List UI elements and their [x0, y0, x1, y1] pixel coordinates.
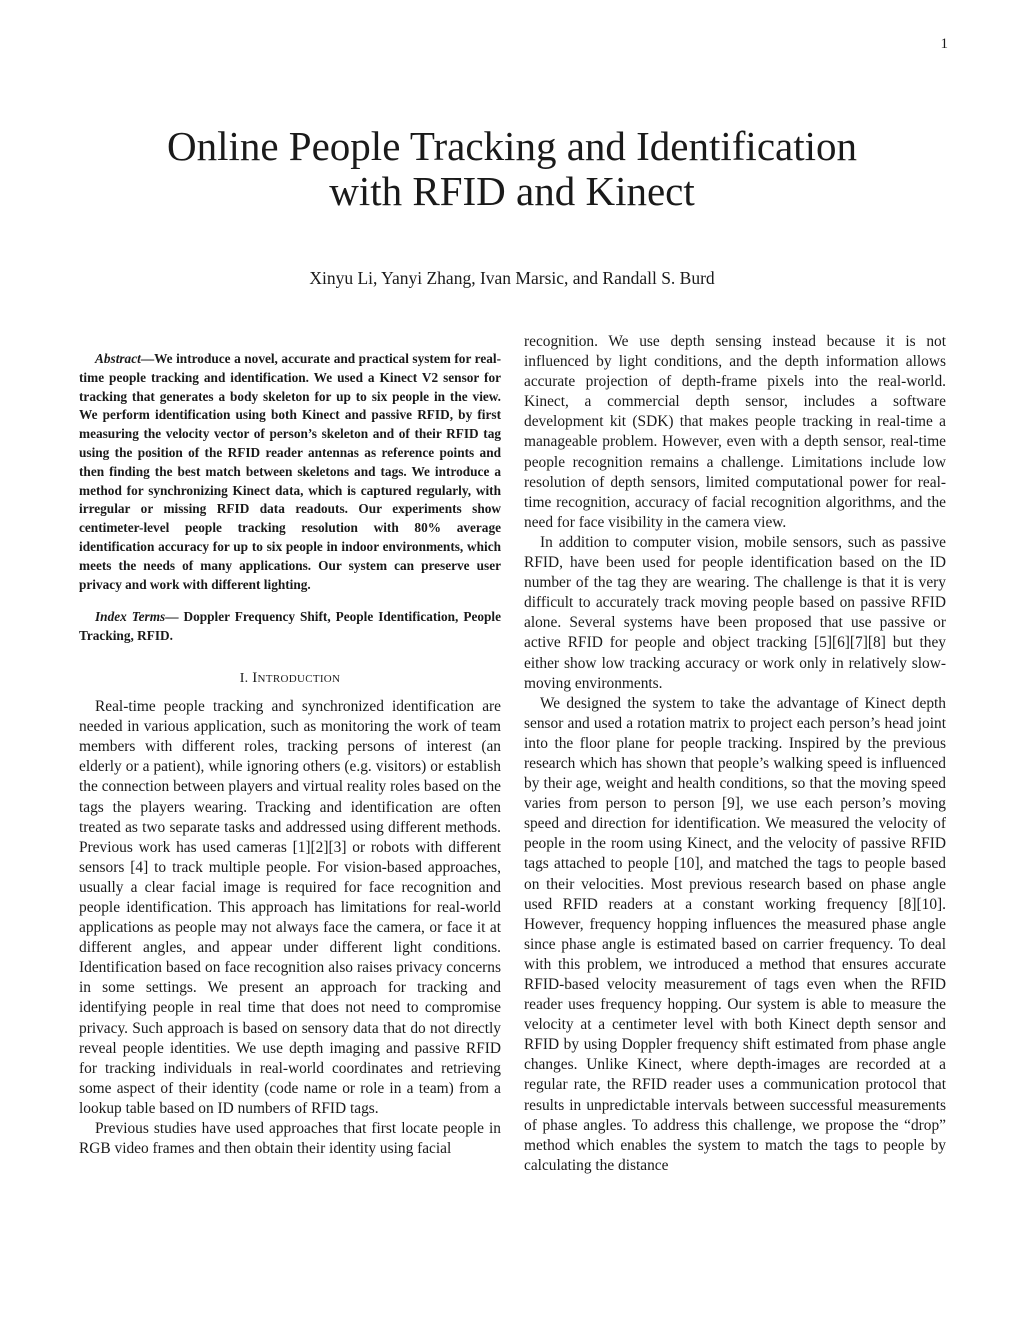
body-paragraph-continued: recognition. We use depth sensing instead because it is not influenced by light conditions, and the depth information allows accurate projection of depth-frame pixels into the real-world. Kinect, a commercial depth sensor, includes a software development kit (SDK) that makes people tracking in real-time a manageable problem. However, even with a depth sensor, real-time people recognition remains a challenge. Limitations include low resolution of depth sensors, limited computational power for real-time recognition, accuracy of facial recognition algorithms, and the need for face visibility in the camera view.: [524, 333, 946, 531]
page-number: 1: [940, 36, 948, 52]
author-list: Xinyu Li, Yanyi Zhang, Ivan Marsic, and Randall S. Burd: [309, 268, 715, 288]
section-number: I.: [239, 670, 249, 686]
body-paragraph: We designed the system to take the advantage of Kinect depth sensor and used a rotation matrix to project each person’s head joint into the floor plane for people tracking. Inspired by the previous research which has shown that people’s walking speed is influenced by their age, weight and health conditions, so that the moving speed varies from person to person [9], we use each person’s moving speed and direction for identification. We measured the velocity of people in the room using Kinect, and the velocity of passive RFID tags attached to people [10], and matched the tags to people based on their velocities. Most previous research based on phase angle used RFID readers at a constant working frequency [8][10]. However, frequency hopping influences the measured phase angle since phase angle is estimated based on carrier frequency. To deal with this problem, we introduced a method that ensures accurate RFID-based velocity measurement of tags even when the RFID reader uses frequency hopping. Our system is able to measure the velocity at a centimeter level with both Kinect depth sensor and RFID by using Doppler frequency shift estimated from phase angle changes. Unlike Kinect, where depth-images are recorded at a regular rate, the RFID reader uses a communication protocol that results in unpredictable intervals between successful measurements of phase angles. To address this challenge, we propose the “drop” method which enables the system to match the tags to people by calculating the distance: [524, 694, 946, 1174]
left-column: [79, 350, 501, 1159]
title-line-2: with RFID and Kinect: [329, 168, 695, 214]
title-line-1: Online People Tracking and Identification: [166, 123, 858, 169]
abstract: [79, 350, 501, 594]
index-terms-label: Index Terms: [95, 609, 166, 625]
index-terms: [79, 608, 501, 646]
index-terms-text: — Doppler Frequency Shift, People Identification, People Tracking, RFID.: [79, 609, 501, 644]
abstract-text: We introduce a novel, accurate and practical system for real-time people tracking and identification. We used a Kinect V2 sensor for tracking that generates a body skeleton for up to six people in the view. We perform identification using both Kinect and passive RFID, by first measuring the velocity vector of person’s skeleton and of their RFID tag using the position of the RFID reader antennas as reference points and then finding the best match between skeletons and tags. We introduce a method for synchronizing Kinect data, which is captured regularly, with irregular or missing RFID data readouts. Our experiments show centimeter-level people tracking resolution with 80% average identification accuracy for up to six people in indoor environments, which meets the needs of many applications. Our system can preserve user privacy and work with different lighting.: [79, 351, 501, 592]
body-paragraph: Previous studies have used approaches that first locate people in RGB video frames and then obtain their identity using facial: [79, 1120, 501, 1158]
paper-title: [0, 124, 1024, 214]
body-paragraph: Real-time people tracking and synchronized identification are needed in various application, such as monitoring the work of team members with different roles, tracking persons of interest (an elderly or a patient), while ignoring others (e.g. visitors) or establish the connection between players and virtual reality roles based on the tags the players wearing. Tracking and identification are often treated as two separate tasks and addressed using different methods. Previous work has used cameras [1][2][3] or robots with different sensors [4] to track multiple people. For vision-based approaches, usually a clear facial image is required for face recognition and people identification. This approach has limitations for real-world applications as people may not always face the camera, or face it at different angles, and appear under different light conditions. Identification based on face recognition also raises privacy concerns in some settings. We present an approach for tracking and identifying people in real time that does not need to compromise privacy. Such approach is based on sensory data that do not directly reveal people identities. We use depth imaging and passive RFID for tracking individuals in real-world coordinates and retrieving some aspect of their identity (code name or role in a team) from a lookup table based on ID numbers of RFID tags.: [79, 698, 501, 1117]
body-paragraph: In addition to computer vision, mobile sensors, such as passive RFID, have been used for people identification based on the ID number of the tag they are wearing. The challenge is that it is very difficult to accurately track moving people based on passive RFID alone. Several systems have been proposed that use passive or active RFID for people and object tracking [5][6][7][8] but they either show low tracking accuracy or work only in relatively slow-moving environments.: [524, 533, 946, 692]
abstract-dash: —: [140, 351, 155, 366]
section-heading-introduction: [79, 668, 501, 689]
right-column: [524, 332, 946, 1176]
section-title: Introduction: [252, 669, 341, 686]
abstract-label: Abstract: [95, 351, 141, 366]
